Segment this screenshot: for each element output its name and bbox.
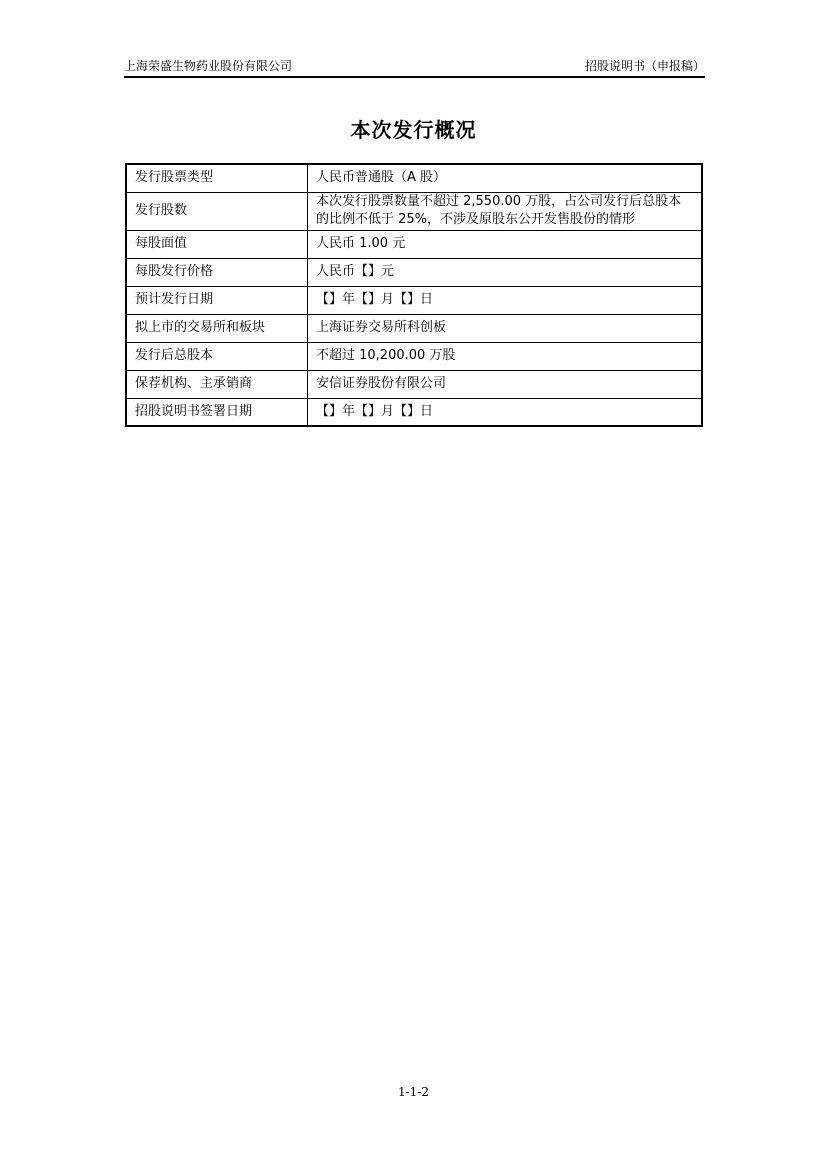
page-title: 本次发行概况 xyxy=(350,118,477,142)
row-value: 安信证券股份有限公司 xyxy=(308,370,703,398)
row-value: 【】年【】月【】日 xyxy=(308,286,703,314)
page-header xyxy=(124,56,705,78)
page-number: 1-1-2 xyxy=(397,1085,429,1099)
row-label: 发行股数 xyxy=(126,192,308,230)
header-document-type: 招股说明书（申报稿） xyxy=(584,59,705,73)
row-label: 每股面值 xyxy=(126,230,308,258)
table-row xyxy=(126,286,702,314)
table-row xyxy=(126,342,702,370)
row-label: 每股发行价格 xyxy=(126,258,308,286)
table-row xyxy=(126,370,702,398)
row-label: 拟上市的交易所和板块 xyxy=(126,314,308,342)
row-value: 人民币【】元 xyxy=(308,258,703,286)
row-value: 人民币普通股（A 股） xyxy=(308,164,703,192)
row-label: 招股说明书签署日期 xyxy=(126,398,308,426)
row-label: 发行后总股本 xyxy=(126,342,308,370)
table-row xyxy=(126,230,702,258)
row-label: 预计发行日期 xyxy=(126,286,308,314)
row-label: 发行股票类型 xyxy=(126,164,308,192)
table-row xyxy=(126,314,702,342)
table-row xyxy=(126,164,702,192)
row-value: 【】年【】月【】日 xyxy=(308,398,703,426)
table-row xyxy=(126,192,702,230)
row-label: 保荐机构、主承销商 xyxy=(126,370,308,398)
table-row xyxy=(126,258,702,286)
row-value: 人民币 1.00 元 xyxy=(308,230,703,258)
row-value: 上海证券交易所科创板 xyxy=(308,314,703,342)
header-company-name: 上海荣盛生物药业股份有限公司 xyxy=(124,59,293,73)
row-value: 本次发行股票数量不超过 2,550.00 万股，占公司发行后总股本的比例不低于 25%，不涉及原股东公开发售股份的情形 xyxy=(308,192,703,230)
table-row xyxy=(126,398,702,426)
row-value: 不超过 10,200.00 万股 xyxy=(308,342,703,370)
offering-overview-table xyxy=(125,163,703,427)
